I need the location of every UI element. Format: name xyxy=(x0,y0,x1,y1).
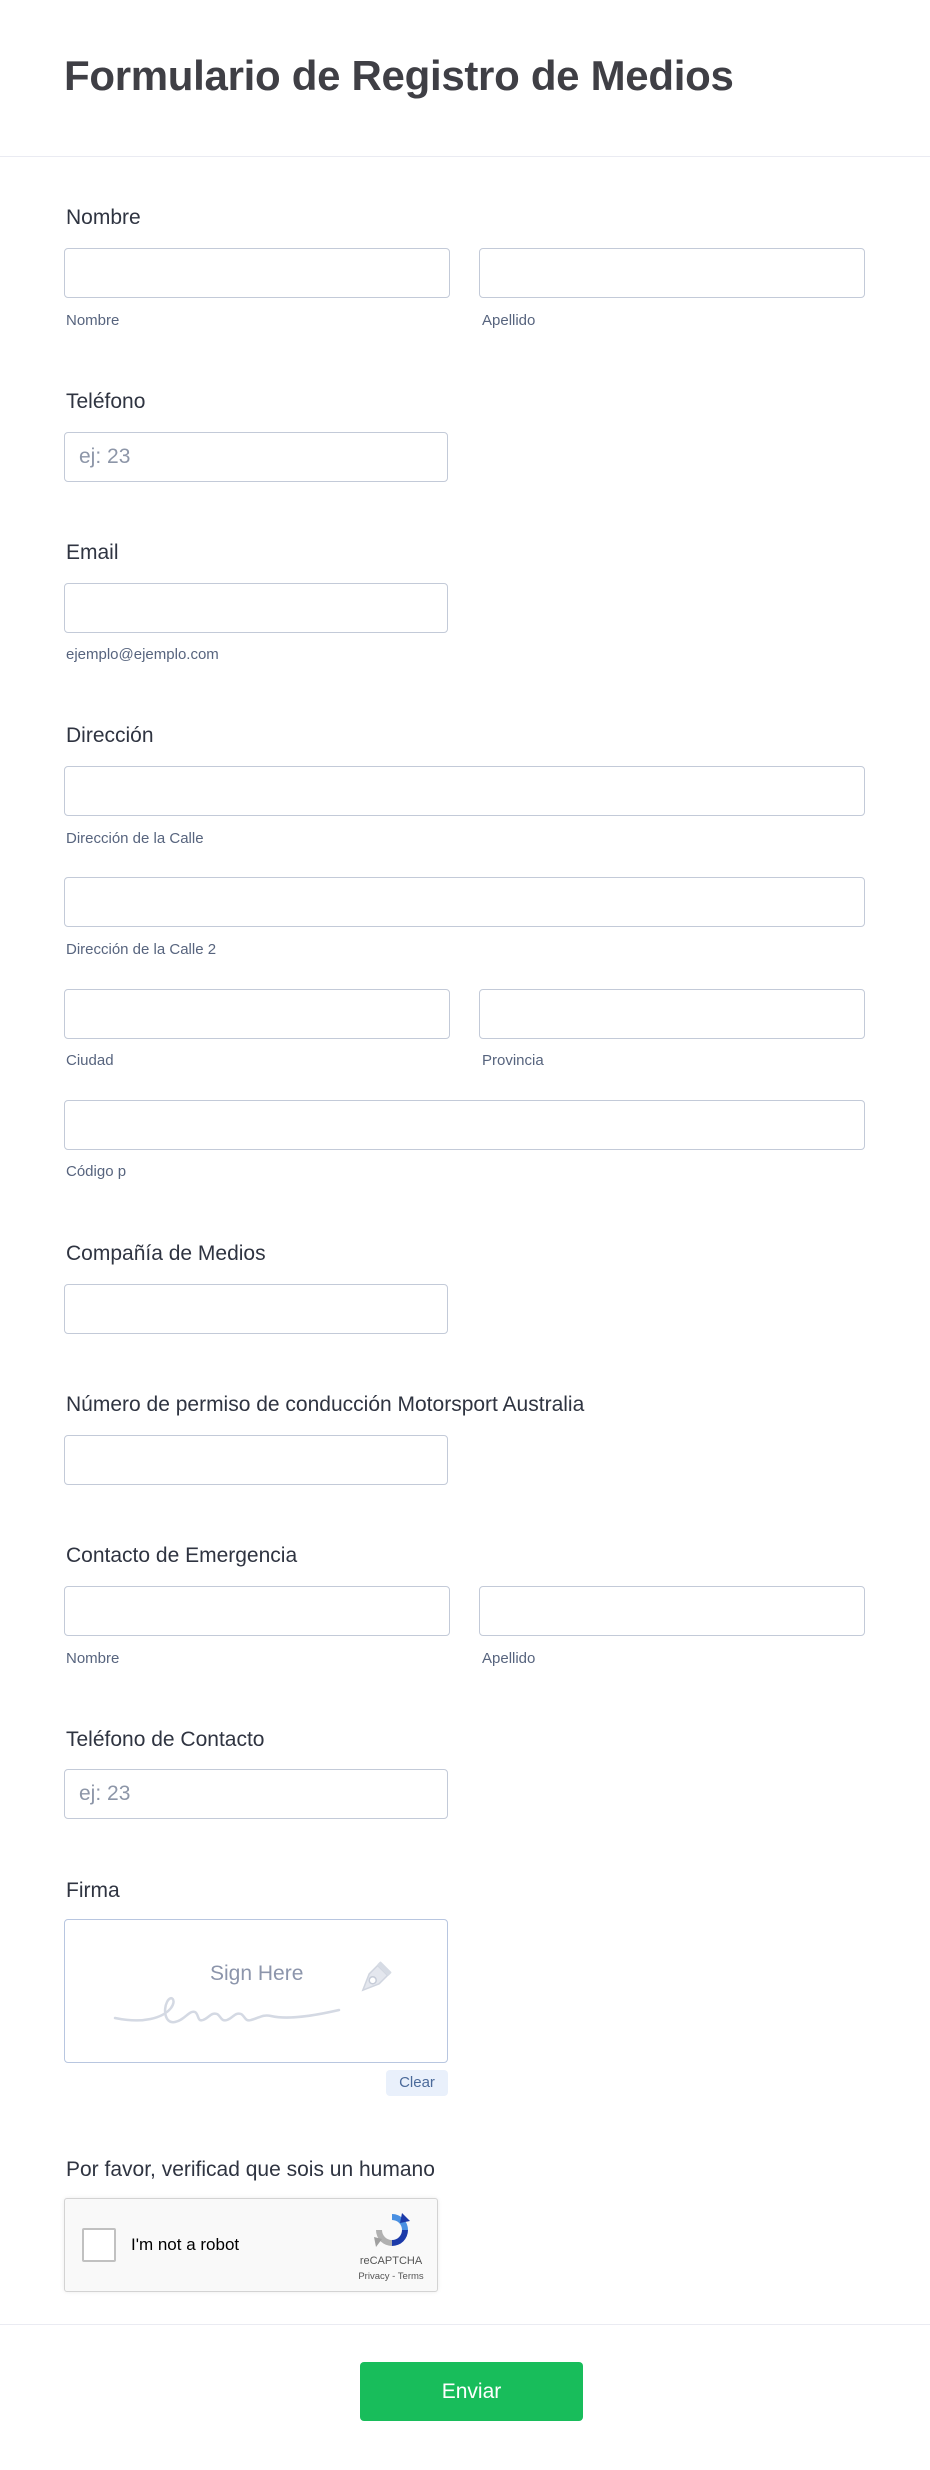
street-address-sublabel: Dirección de la Calle xyxy=(66,830,204,847)
telefono-label: Teléfono xyxy=(66,390,146,413)
email-label: Email xyxy=(66,541,119,564)
state-sublabel: Provincia xyxy=(482,1052,544,1069)
postal-code-sublabel: Código p xyxy=(66,1163,127,1180)
pen-nib-icon xyxy=(349,1958,395,2004)
last-name-input[interactable] xyxy=(479,248,865,298)
clear-signature-button[interactable]: Clear xyxy=(386,2070,448,2096)
street-address-2-sublabel: Dirección de la Calle 2 xyxy=(66,941,217,958)
city-input[interactable] xyxy=(64,989,450,1039)
compania-label: Compañía de Medios xyxy=(66,1242,266,1265)
postal-code-input[interactable] xyxy=(64,1100,865,1150)
contact-phone-placeholder: ej: 23 xyxy=(79,1782,131,1805)
nombre-label: Nombre xyxy=(66,206,141,229)
captcha-label: Por favor, verificad que sois un humano xyxy=(66,2158,435,2181)
signature-pad[interactable] xyxy=(64,1919,448,2063)
form-title: Formulario de Registro de Medios xyxy=(64,52,734,99)
recaptcha-links xyxy=(349,2271,433,2282)
city-sublabel: Ciudad xyxy=(66,1052,114,1069)
state-input[interactable] xyxy=(479,989,865,1039)
last-name-sublabel: Apellido xyxy=(482,312,536,329)
emergency-first-name-sublabel: Nombre xyxy=(66,1650,120,1667)
media-company-input[interactable] xyxy=(64,1284,448,1334)
signature-scribble-icon xyxy=(113,1978,373,2038)
recaptcha-widget xyxy=(64,2198,438,2292)
phone-input[interactable] xyxy=(64,432,448,482)
emergency-last-name-sublabel: Apellido xyxy=(482,1650,536,1667)
email-input[interactable] xyxy=(64,583,448,633)
recaptcha-terms-link[interactable]: Terms xyxy=(397,2271,424,2282)
telefono-contacto-label: Teléfono de Contacto xyxy=(66,1728,265,1751)
form-header xyxy=(0,0,930,157)
emergency-first-name-input[interactable] xyxy=(64,1586,450,1636)
emergency-last-name-input[interactable] xyxy=(479,1586,865,1636)
street-address-input[interactable] xyxy=(64,766,865,816)
license-number-input[interactable] xyxy=(64,1435,448,1485)
recaptcha-logo-icon xyxy=(371,2209,413,2251)
street-address-2-input[interactable] xyxy=(64,877,865,927)
recaptcha-checkbox-label: I'm not a robot xyxy=(131,2235,240,2254)
recaptcha-checkbox[interactable] xyxy=(82,2228,116,2262)
contact-phone-input[interactable] xyxy=(64,1769,448,1819)
sign-here-text: Sign Here xyxy=(210,1962,304,1985)
footer-divider xyxy=(0,2324,930,2325)
phone-placeholder: ej: 23 xyxy=(79,445,131,468)
permiso-label: Número de permiso de conducción Motorsport Australia xyxy=(66,1393,585,1416)
direccion-label: Dirección xyxy=(66,724,154,747)
firma-label: Firma xyxy=(66,1879,120,1902)
first-name-input[interactable] xyxy=(64,248,450,298)
recaptcha-brand: reCAPTCHA xyxy=(359,2255,423,2267)
recaptcha-link-separator: - xyxy=(389,2271,398,2282)
emergencia-label: Contacto de Emergencia xyxy=(66,1544,298,1567)
submit-button[interactable]: Enviar xyxy=(360,2362,583,2421)
recaptcha-privacy-link[interactable]: Privacy xyxy=(358,2271,390,2282)
email-sublabel: ejemplo@ejemplo.com xyxy=(66,646,219,663)
first-name-sublabel: Nombre xyxy=(66,312,120,329)
